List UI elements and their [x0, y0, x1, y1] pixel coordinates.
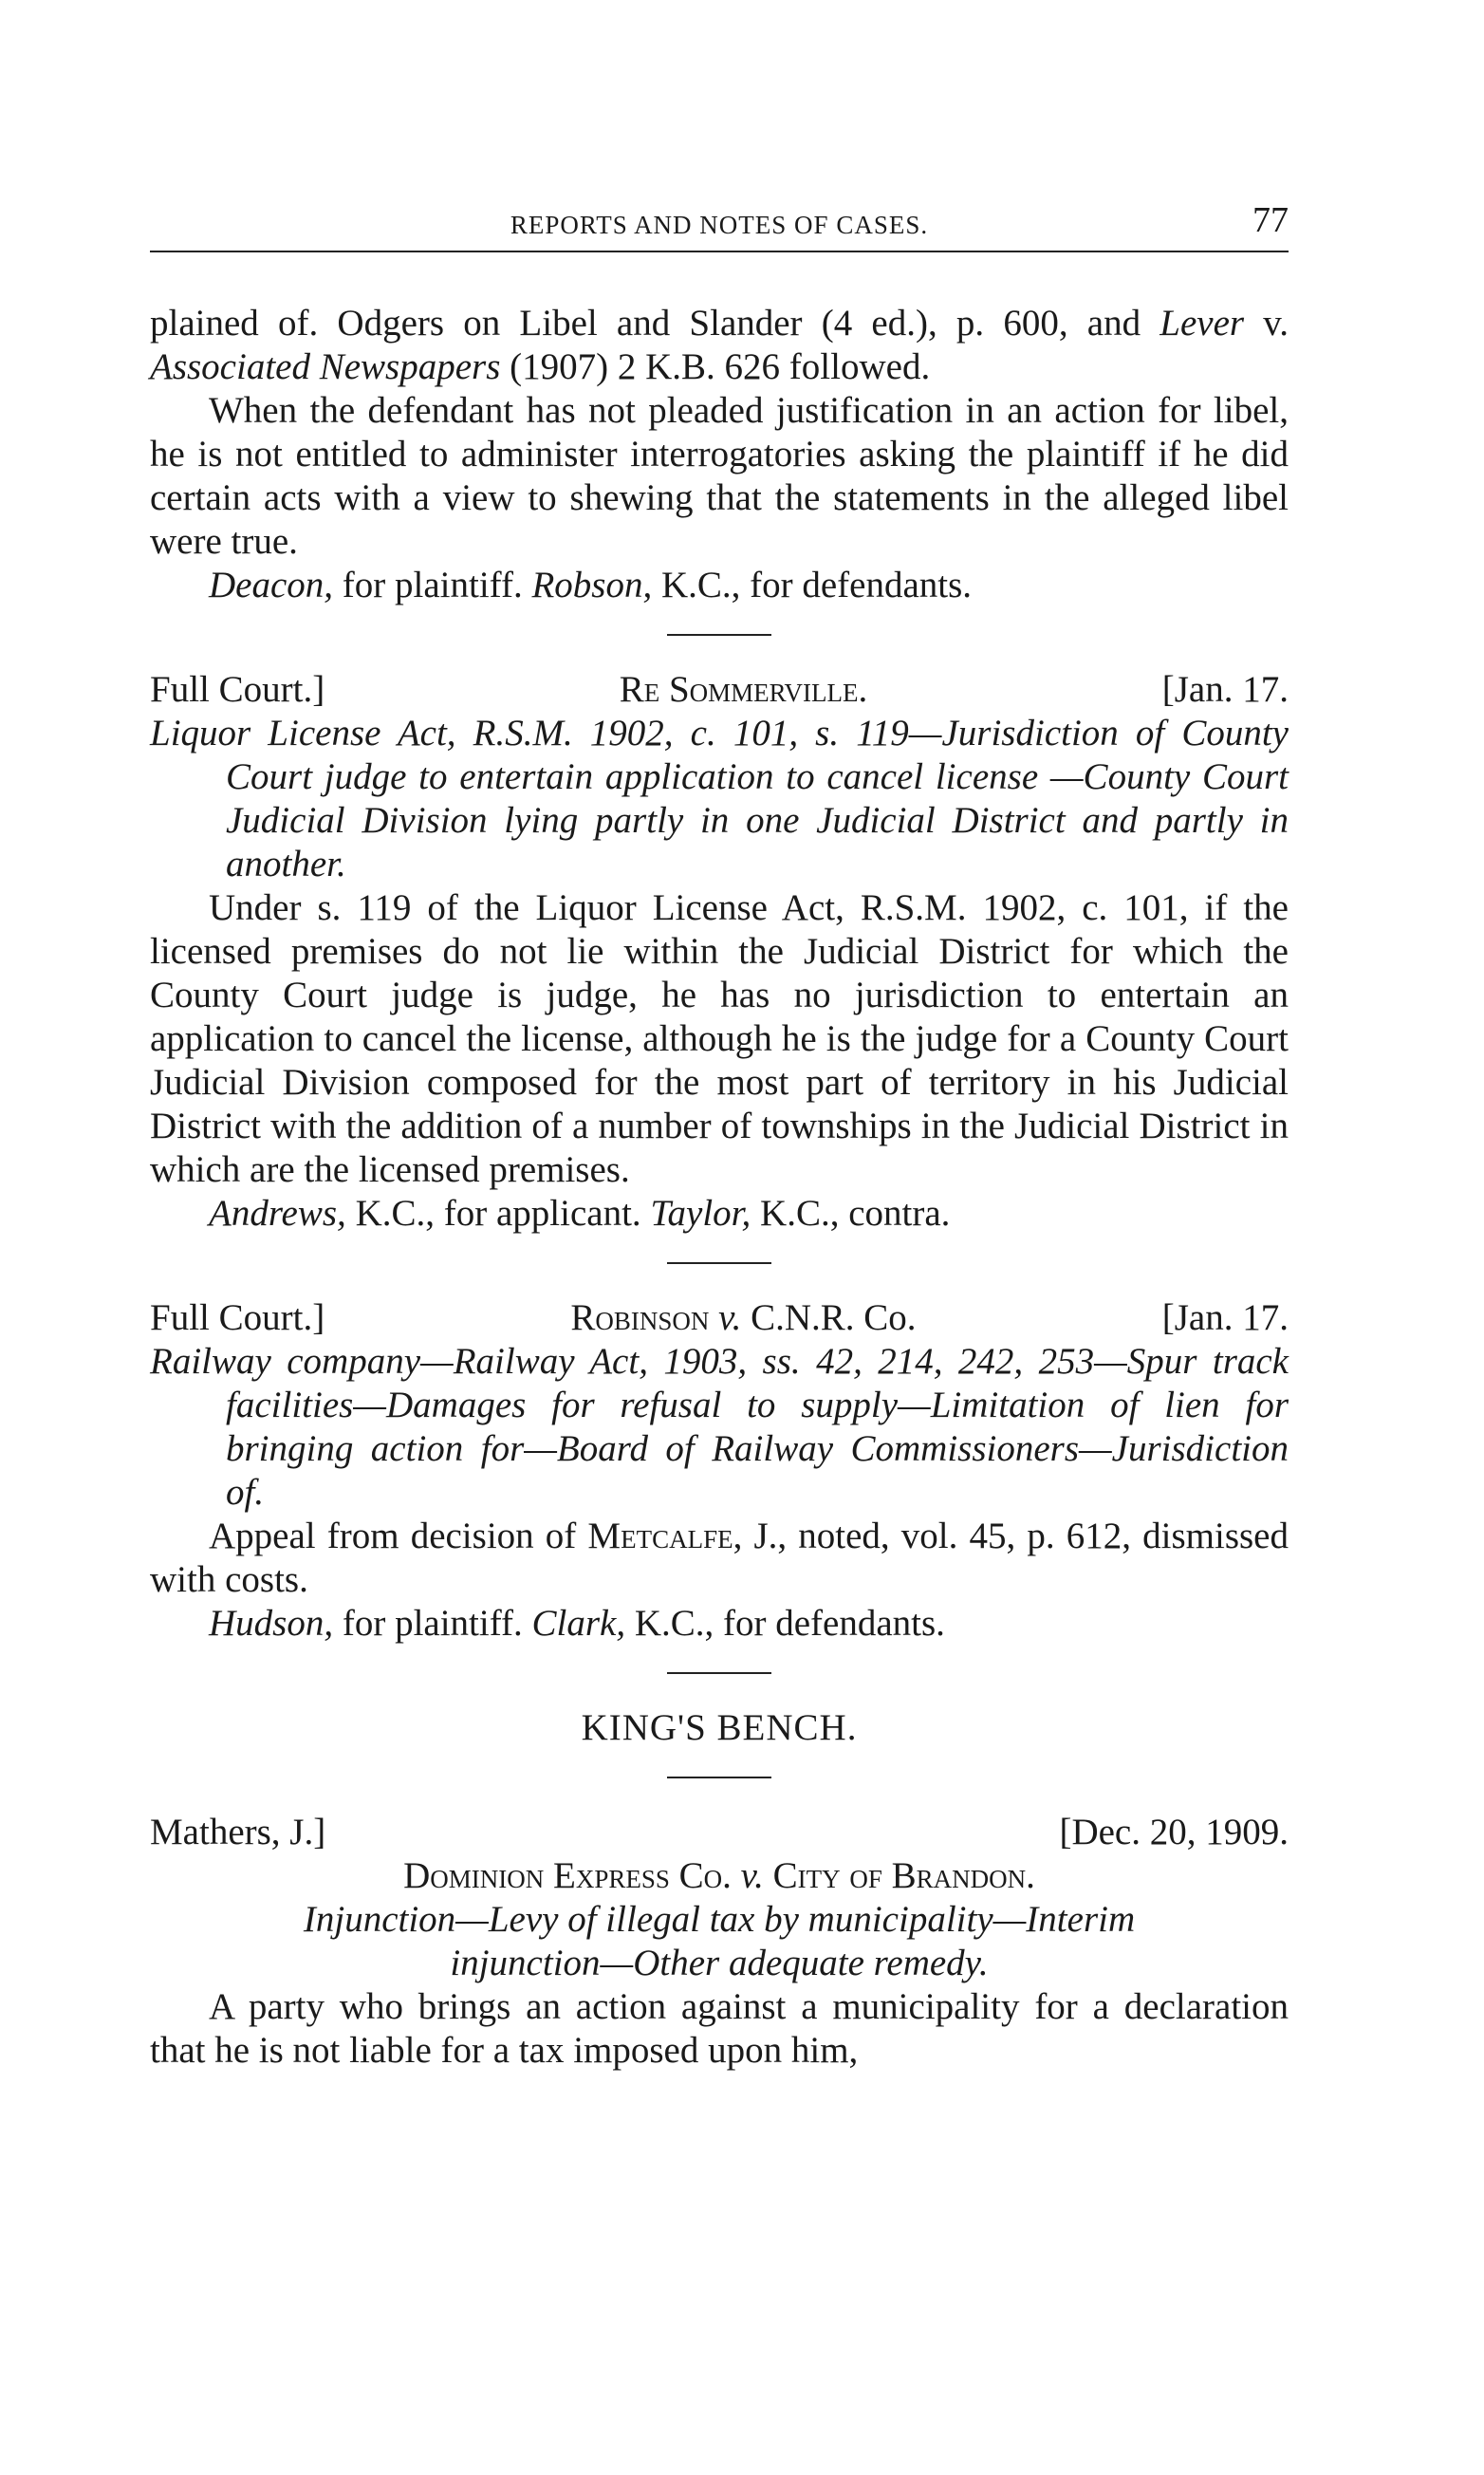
- counsel-role: K.C., for defendants.: [652, 565, 973, 605]
- counsel-role: for plaintiff.: [333, 1603, 532, 1644]
- page-body: [150, 302, 1289, 2073]
- judge-name: Metcalfe: [587, 1516, 733, 1556]
- party-a: Dominion Express Co.: [403, 1855, 732, 1896]
- case-heading: [150, 668, 1289, 712]
- intro-line: [150, 302, 1289, 389]
- counsel-name: Clark,: [531, 1603, 626, 1644]
- body-text: , J., noted, vol. 45, p. 612, dismissed with costs.: [150, 1516, 1289, 1600]
- case-date: [Dec. 20, 1909.: [1059, 1812, 1289, 1852]
- judge-label: Mathers, J.]: [150, 1812, 326, 1852]
- versus: v.: [709, 1297, 751, 1338]
- case-counsel: [150, 1192, 1289, 1236]
- counsel-name: Deacon,: [209, 565, 334, 605]
- case-heading: [150, 1811, 1289, 1854]
- body-text: Appeal from decision of: [209, 1516, 588, 1556]
- counsel-name: Robson,: [531, 565, 653, 605]
- case-heading: [150, 1296, 1289, 1340]
- counsel-name: Andrews,: [209, 1193, 346, 1234]
- case-counsel: [150, 1602, 1289, 1646]
- case-date: [Jan. 17.: [1161, 1297, 1289, 1338]
- party-b: City of Brandon.: [772, 1855, 1035, 1896]
- case-title: Re Sommerville.: [619, 669, 868, 710]
- versus: v.: [1244, 303, 1289, 344]
- intro-holding: When the defendant has not pleaded justification in an action for libel, he is not entitled to administer interrogatories asking the plaintiff if he did certain acts with a view to shewing that the statements in the alleged libel were true.: [150, 390, 1289, 562]
- section-divider: [667, 1262, 771, 1264]
- section-divider: [667, 1672, 771, 1674]
- page-number: 77: [1252, 200, 1289, 240]
- party-b: C.N.R. Co.: [751, 1297, 917, 1338]
- section-title: KING'S BENCH.: [581, 1707, 858, 1748]
- case-date: [Jan. 17.: [1161, 669, 1289, 710]
- versus: v.: [731, 1855, 773, 1896]
- header-rule: [150, 251, 1289, 252]
- page-header: [150, 197, 1289, 254]
- section-divider: [667, 1777, 771, 1778]
- case-headnote: Injunction—Levy of illegal tax by municipality—Interim injunction—Other adequate remedy.: [303, 1899, 1136, 1983]
- counsel-name: Taylor,: [650, 1193, 751, 1234]
- counsel-role: for plaintiff.: [333, 565, 532, 605]
- court-label: Full Court.]: [150, 669, 325, 710]
- party-a: Robinson: [570, 1297, 710, 1338]
- intro-line1: plained of. Odgers on Libel and Slander (4 ed.), p. 600, and: [150, 303, 1141, 344]
- case-headnote: Liquor License Act, R.S.M. 1902, c. 101, s. 119—Jurisdiction of County Court judge to entertain application to cancel license —County Court Judicial Division lying partly in one Judicial District and partly in another.: [150, 713, 1289, 884]
- intro-counsel: [150, 564, 1289, 607]
- case-body: Under s. 119 of the Liquor License Act, R.S.M. 1902, c. 101, if the licensed premises do not lie within the Judicial District for which the County Court judge is judge, he has no jurisdiction to entertain an application to cancel the license, although he is the judge for a County Court Judicial Division composed for the most part of territory in his Judicial District with the addition of a number of townships in the Judicial District in which are the licensed premises.: [150, 887, 1289, 1190]
- counsel-name: Hudson,: [209, 1603, 334, 1644]
- case-parties: [150, 1854, 1289, 1898]
- court-label: Full Court.]: [150, 1297, 325, 1338]
- case-name-associated: Associated Newspapers: [150, 346, 501, 387]
- section-divider: [667, 634, 771, 636]
- case-title: [570, 1296, 916, 1340]
- counsel-role: K.C., contra.: [751, 1193, 951, 1234]
- counsel-role: K.C., for defendants.: [625, 1603, 945, 1644]
- citation-rest: (1907) 2 K.B. 626 followed.: [500, 346, 931, 387]
- case-headnote: Railway company—Railway Act, 1903, ss. 42, 214, 242, 253—Spur track facilities—Damages for refusal to supply—Limitation of lien for bringing action for—Board of Railway Commissioners—Jurisdiction of.: [150, 1341, 1289, 1513]
- case-body: [150, 1515, 1289, 1602]
- running-head: REPORTS AND NOTES OF CASES.: [510, 211, 929, 239]
- case-body: A party who brings an action against a municipality for a declaration that he is not liable for a tax imposed upon him,: [150, 1986, 1289, 2071]
- counsel-role: K.C., for applicant.: [345, 1193, 651, 1234]
- case-name-lever: Lever: [1159, 303, 1245, 344]
